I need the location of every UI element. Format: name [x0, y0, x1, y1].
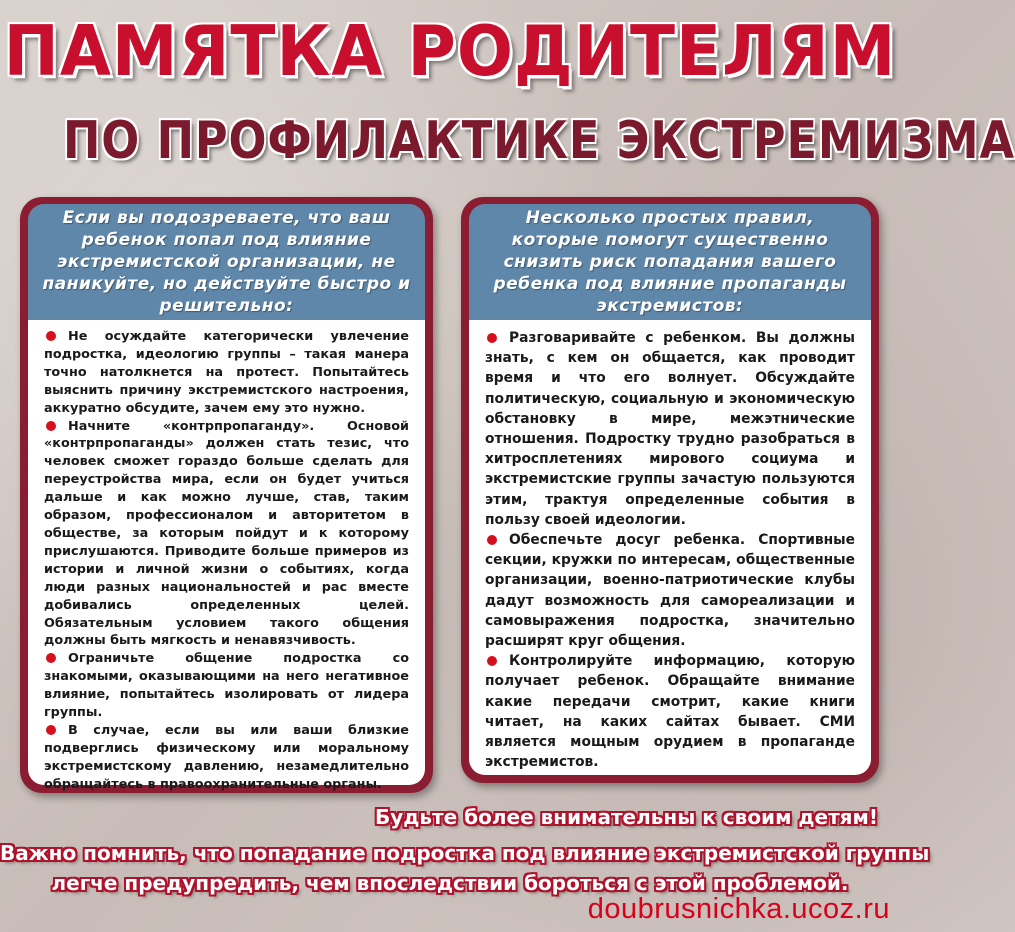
footer-line-2: Важно помнить, что попадание подростка под влияние экстремистской группы	[0, 841, 930, 865]
footer-line-1: Будьте более внимательны к своим детям!	[374, 805, 878, 829]
right-panel-header	[469, 204, 871, 320]
title-line-2: ПО ПРОФИЛАКТИКЕ ЭКСТРЕМИЗМА	[63, 111, 1015, 171]
right-panel	[461, 197, 879, 783]
bullet-dot-icon	[487, 535, 497, 545]
list-item-text: Обеспечьте досуг ребенка. Спортивные секции, кружки по интересам, общественные организации, военно-патриотические клубы дадут возможность для самореализации и самовыражения подростка, значительно расширят круг общения.	[485, 532, 855, 650]
list-item-text: Не осуждайте категорически увлечение подростка, идеологию группы – такая манера точно натолкнется на протест. Попытайтесь выяснить причину экстремистского настроения, аккуратно обсудите, зачем ему это нужно.	[44, 329, 409, 416]
list-item	[485, 651, 855, 772]
left-panel-heading: Если вы подозреваете, что ваш ребенок попал под влияние экстремистской организации, не паникуйте, но действуйте быстро и решительно:	[42, 208, 411, 316]
list-item	[485, 530, 855, 651]
list-item	[485, 328, 855, 530]
list-item-text: Начните «контрпропаганду». Основой «контрпропаганды» должен стать тезис, что человек сможет гораздо больше сделать для переустройства мира, если он будет учиться дальше и как можно лучше, став, таким образом, профессионалом и авторитетом в обществе, за которым пойдут и к которому прислушаются. Приводите больше примеров из истории и личной жизни о событиях, когда люди разных национальностей и рас вместе добивались определенных целей. Обязательным условием такого общения должны быть мягкость и ненавязчивость.	[44, 418, 409, 649]
bullet-dot-icon	[487, 656, 497, 666]
left-panel	[20, 197, 433, 793]
list-item	[44, 418, 409, 651]
right-panel-body	[469, 320, 871, 775]
footer-line-3: легче предупредить, чем впоследствии бороться с этой проблемой.	[51, 871, 849, 895]
list-item	[44, 650, 409, 722]
right-panel-heading: Несколько простых правил, которые помогут существенно снизить риск попадания вашего ребенка под влияние пропаганды экстремистов:	[493, 208, 847, 316]
bullet-dot-icon	[46, 421, 56, 431]
list-item	[44, 722, 409, 794]
left-panel-header	[28, 204, 425, 320]
list-item-text: Контролируйте информацию, которую получает ребенок. Обращайте внимание какие передачи смотрит, какие книги читает, на каких сайтах бывает. СМИ является мощным орудием в пропаганде экстремистов.	[485, 653, 855, 771]
title-line-1: ПАМЯТКА РОДИТЕЛЯМ	[3, 11, 897, 92]
bullet-dot-icon	[487, 333, 497, 343]
watermark-link[interactable]: doubrusnichka.ucoz.ru	[587, 893, 890, 925]
left-panel-body	[28, 320, 425, 792]
list-item-text: Ограничьте общение подростка со знакомыми, оказывающими на него негативное влияние, попытайтесь изолировать от лидера группы.	[44, 651, 409, 721]
bullet-dot-icon	[46, 653, 56, 663]
bullet-dot-icon	[46, 725, 56, 735]
list-item	[44, 328, 409, 418]
list-item-text: В случае, если вы или ваши близкие подверглись физическому или моральному экстремистскому давлению, незамедлительно обращайтесь в правоохранительные органы.	[44, 722, 409, 792]
list-item-text: Разговаривайте с ребенком. Вы должны знать, с кем он общается, как проводит время и что его волнует. Обсуждайте политическую, социальную и экономическую обстановку в мире, межэтнические отношения. Подростку трудно разобраться в хитросплетениях мирового социума и экстремистские группы зачастую пользуются этим, трактуя определенные события в пользу своей идеологии.	[485, 330, 855, 528]
bullet-dot-icon	[46, 331, 56, 341]
